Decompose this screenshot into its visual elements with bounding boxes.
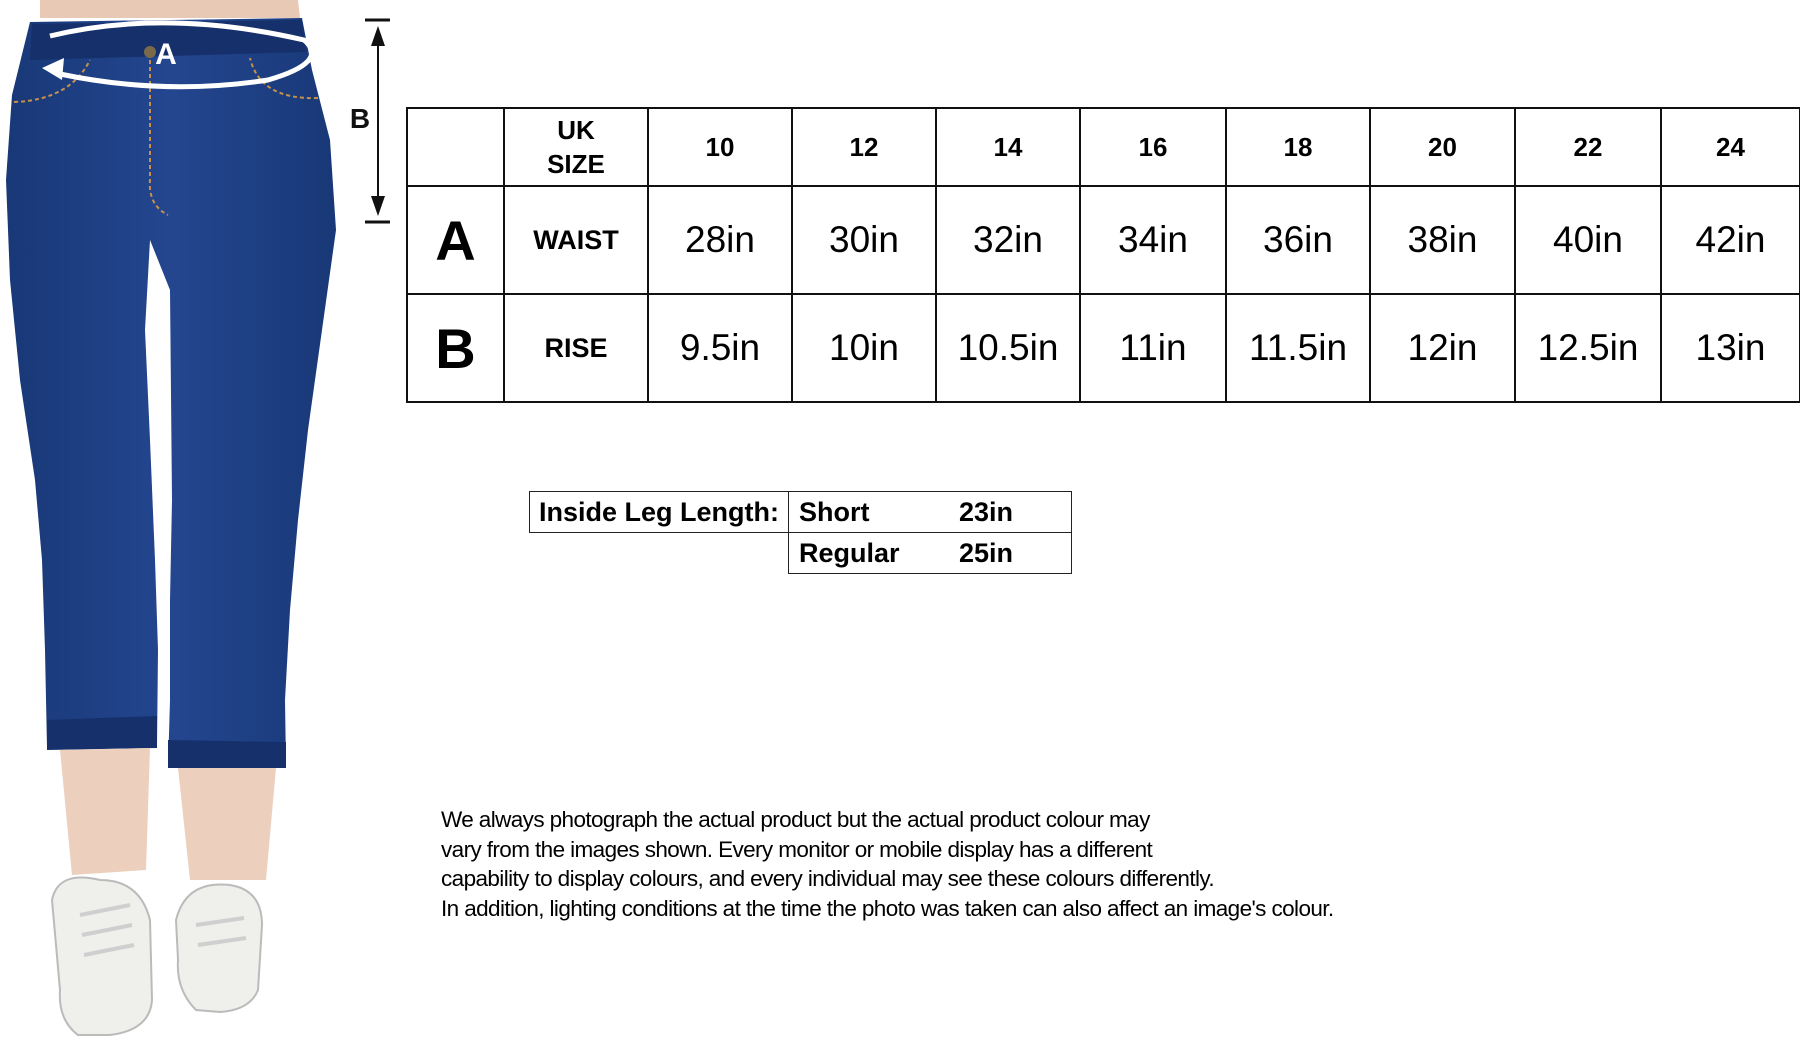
leg-measure-regular: 25in	[959, 533, 1072, 574]
hem-left	[47, 716, 157, 750]
product-figure	[0, 0, 400, 1041]
disclaimer-line: vary from the images shown. Every monitor or mobile display has a different	[441, 836, 1153, 862]
waist-value: 28in	[648, 186, 792, 294]
waist-letter: A	[407, 186, 504, 294]
waist-label: WAIST	[504, 186, 648, 294]
sneaker-left	[52, 878, 152, 1036]
inside-leg-table	[529, 491, 1072, 574]
leg-length-short: Short	[789, 492, 960, 533]
rise-value: 9.5in	[648, 294, 792, 402]
size-20: 20	[1370, 108, 1515, 186]
inside-leg-spacer	[530, 533, 789, 574]
hem-right	[168, 740, 286, 768]
disclaimer-line: In addition, lighting conditions at the time the photo was taken can also affect an image's colour.	[441, 895, 1334, 921]
rise-label: RISE	[504, 294, 648, 402]
inside-leg-label: Inside Leg Length:	[530, 492, 789, 533]
rise-value: 10in	[792, 294, 936, 402]
disclaimer-line: We always photograph the actual product but the actual product colour may	[441, 807, 1150, 832]
size-16: 16	[1080, 108, 1226, 186]
size-chart-table	[406, 107, 1800, 403]
jeans-image	[6, 18, 336, 768]
size-12: 12	[792, 108, 936, 186]
leg-length-regular: Regular	[789, 533, 960, 574]
rise-marker: B	[349, 103, 371, 134]
waist-value: 38in	[1370, 186, 1515, 294]
rise-arrow-down	[371, 196, 385, 216]
leg-measure-short: 23in	[959, 492, 1072, 533]
waist-value: 42in	[1661, 186, 1800, 294]
size-10: 10	[648, 108, 792, 186]
corner-cell	[407, 108, 504, 186]
rise-value: 10.5in	[936, 294, 1080, 402]
rise-value: 12.5in	[1515, 294, 1661, 402]
waist-value: 36in	[1226, 186, 1370, 294]
size-22: 22	[1515, 108, 1661, 186]
waist-value: 30in	[792, 186, 936, 294]
rise-value: 13in	[1661, 294, 1800, 402]
colour-disclaimer	[441, 805, 1441, 923]
waist-skin	[40, 0, 300, 18]
leg-skin-left	[60, 748, 150, 875]
sneaker-right	[176, 884, 262, 1012]
uk-size-label: UK SIZE	[504, 108, 648, 186]
inside-leg-row-short	[530, 492, 1072, 533]
rise-value: 11.5in	[1226, 294, 1370, 402]
rise-letter: B	[407, 294, 504, 402]
size-14: 14	[936, 108, 1080, 186]
waist-value: 40in	[1515, 186, 1661, 294]
leg-skin-right	[178, 768, 276, 880]
waist-marker: A	[155, 38, 177, 71]
rise-arrow-up	[371, 26, 385, 46]
rise-value: 11in	[1080, 294, 1226, 402]
size-header-row	[407, 108, 1800, 186]
disclaimer-line: capability to display colours, and every individual may see these colours differently.	[441, 866, 1215, 891]
size-18: 18	[1226, 108, 1370, 186]
waist-value: 34in	[1080, 186, 1226, 294]
waist-value: 32in	[936, 186, 1080, 294]
waist-row	[407, 186, 1800, 294]
rise-row	[407, 294, 1800, 402]
size-24: 24	[1661, 108, 1800, 186]
rise-value: 12in	[1370, 294, 1515, 402]
inside-leg-row-regular	[530, 533, 1072, 574]
